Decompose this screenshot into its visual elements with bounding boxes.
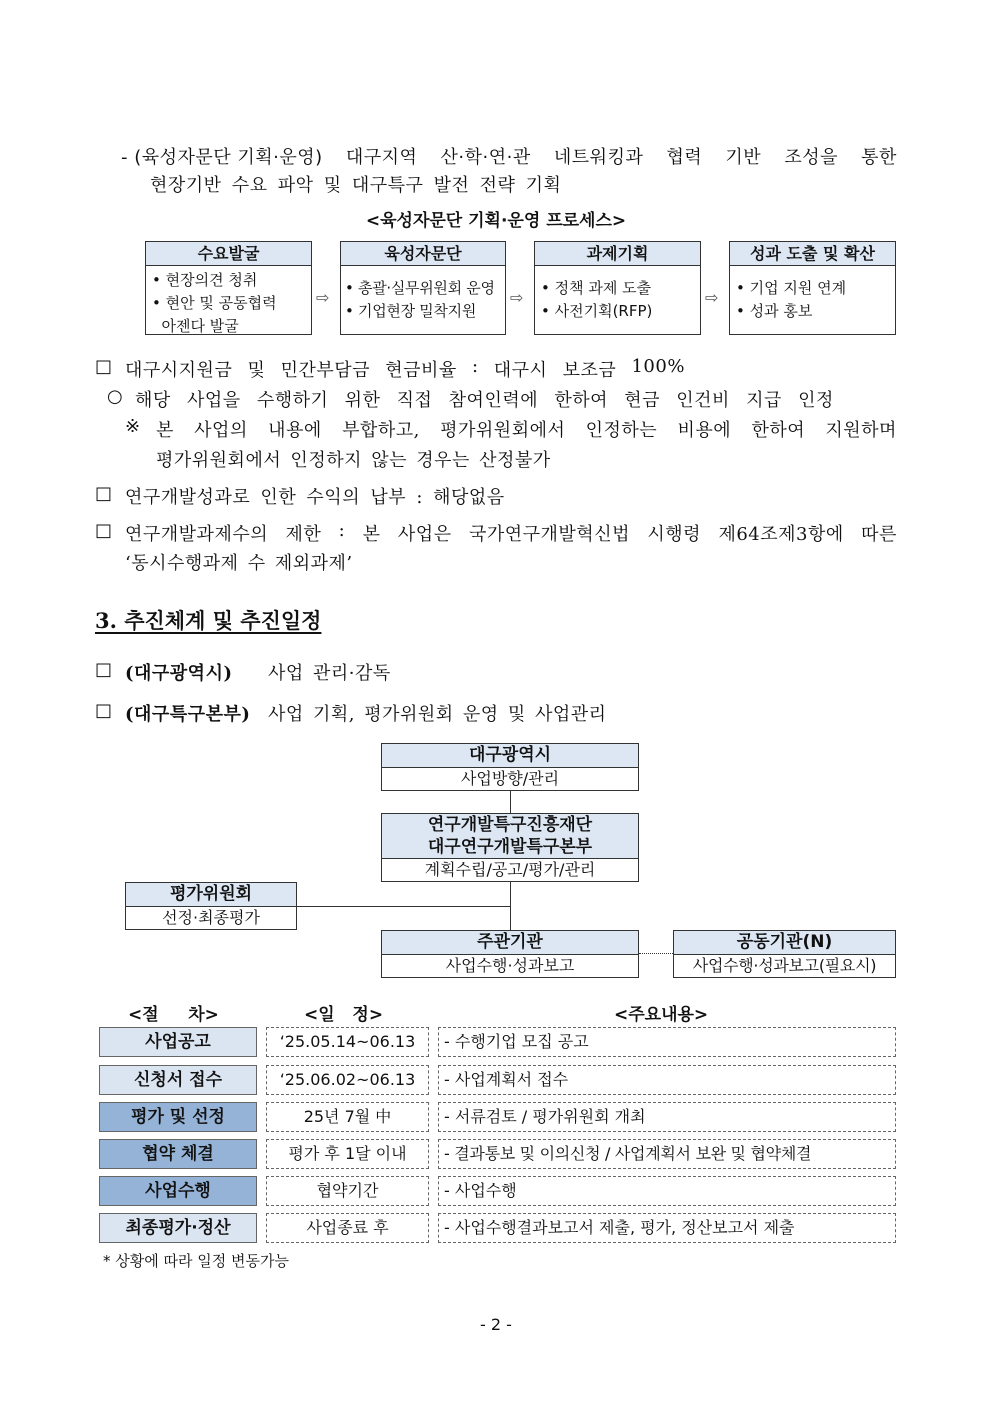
note-mark: ※ (125, 416, 141, 437)
process-step-label: 수요발굴 (146, 242, 311, 266)
org-box-committee (125, 882, 297, 930)
text-word: 100% (631, 356, 685, 377)
arrow-right-icon: ⇨ (510, 288, 524, 307)
text-word: 직접 (396, 390, 433, 411)
funding-note-line2: 평가위원회에서 인정하지 않는 경우는 산정불가 (156, 450, 551, 471)
text-word: 협력 (666, 147, 703, 168)
text-word: 지원하며 (825, 420, 897, 441)
process-item: 아젠다 발굴 (152, 317, 239, 335)
text-word: 인건비 (676, 390, 730, 411)
text-word: 대구지역 (345, 147, 418, 168)
org-duty: 사업 기획, 평가위원회 운영 및 사업관리 (268, 704, 607, 725)
schedule-date: 협약기간 (266, 1176, 429, 1206)
process-step-items (341, 266, 505, 323)
schedule-step: 사업공고 (99, 1027, 257, 1057)
text-word: 지급 (746, 390, 782, 411)
text-word: 본 (156, 420, 174, 441)
schedule-header-content: <주요내용> (614, 1005, 709, 1025)
text-word: 참여인력에 (448, 390, 539, 411)
text-word: 사업을 (187, 390, 241, 411)
org-label: (대구광역시) (125, 663, 233, 684)
process-item: • 성과 홍보 (736, 302, 813, 320)
schedule-row (99, 1139, 896, 1169)
org-box-joint (673, 930, 896, 978)
section-heading: 3. 추진체계 및 추진일정 (95, 608, 322, 633)
org-name-line: 대구연구개발특구본부 (427, 837, 593, 857)
funding-note-line1 (156, 416, 897, 442)
process-title: <육성자문단 기획·운영 프로세스> (365, 211, 627, 231)
text-word: 제한 (285, 524, 322, 545)
schedule-date: 25년 7월 中 (266, 1102, 429, 1132)
schedule-row (99, 1102, 896, 1132)
text-word: 국가연구개발혁신법 (468, 524, 630, 545)
schedule-content: - 서류검토 / 평가위원회 개최 (438, 1102, 896, 1132)
text-word: 민간부담금 (280, 360, 371, 381)
connector-line (510, 791, 511, 813)
intro-line2: 현장기반 수요 파악 및 대구특구 발전 전략 기획 (150, 175, 562, 196)
schedule-date: 사업종료 후 (266, 1213, 429, 1243)
org-label: (대구특구본부) (125, 704, 251, 725)
text-word: 보조금 (562, 360, 617, 381)
schedule-content: - 사업계획서 접수 (438, 1065, 896, 1095)
process-item: • 현안 및 공동협력 (152, 294, 277, 312)
text-word: 해당 (135, 390, 171, 411)
limit-line2: ‘동시수행과제 수 제외과제’ (125, 553, 353, 574)
checkbox-bullet: □ (95, 520, 113, 541)
text-word: 부합하고, (342, 420, 420, 441)
text-word: 사업은 (397, 524, 452, 545)
schedule-row (99, 1176, 896, 1206)
text-word: : (471, 356, 479, 377)
org-duty: 사업 관리·감독 (268, 663, 391, 684)
process-step-label: 과제기획 (535, 242, 700, 266)
funding-sub-line (135, 386, 834, 412)
text-word: 현금 (624, 390, 661, 411)
process-step-label: 육성자문단 (341, 242, 505, 266)
text-word: 통한 (861, 147, 897, 168)
process-item: • 기업현장 밀착지원 (345, 302, 477, 320)
org-box-city (381, 743, 639, 791)
schedule-content: - 사업수행 (438, 1176, 896, 1206)
schedule-step: 신청서 접수 (99, 1065, 257, 1095)
funding-line (125, 356, 685, 382)
org-box-name: 공동기관(N) (674, 931, 895, 955)
schedule-content: - 수행기업 모집 공고 (438, 1027, 896, 1057)
schedule-header-date: <일 정> (304, 1005, 384, 1025)
schedule-row (99, 1027, 896, 1057)
org-box-name: 평가위원회 (126, 883, 296, 907)
process-item: • 정책 과제 도출 (541, 279, 652, 297)
schedule-header-step: <절 차> (128, 1005, 219, 1025)
text-word: 인정 (798, 390, 834, 411)
process-item: • 사전기획(RFP) (541, 302, 653, 320)
process-step-results (729, 241, 896, 335)
text-word: 시행령 (647, 524, 702, 545)
limit-line1 (125, 520, 897, 546)
process-item: • 총괄·실무위원회 운영 (345, 279, 495, 297)
checkbox-bullet: □ (95, 700, 113, 721)
text-word: 대구시지원금 (125, 360, 233, 381)
schedule-step: 사업수행 (99, 1176, 257, 1206)
text-word: 따른 (861, 524, 897, 545)
org-box-role: 선정·최종평가 (162, 908, 260, 927)
text-word: 한하여 (554, 390, 609, 411)
process-step-demand (145, 241, 312, 335)
org-name-line: 연구개발특구진흥재단 (427, 815, 593, 835)
schedule-date: ‘25.05.14~06.13 (266, 1027, 429, 1057)
org-box-name: 대구광역시 (382, 744, 638, 768)
text-word: 위한 (344, 390, 381, 411)
text-word: - (육성자문단 기획·운영) (121, 147, 323, 168)
circle-bullet: ○ (107, 386, 124, 407)
text-word: 한하여 (751, 420, 806, 441)
page-number: - 2 - (480, 1315, 512, 1334)
schedule-row (99, 1065, 896, 1095)
org-box-role: 사업방향/관리 (460, 769, 560, 788)
org-box-role: 계획수립/공고/평가/관리 (424, 860, 596, 879)
checkbox-bullet: □ (95, 659, 113, 680)
org-box-name (382, 814, 638, 859)
revenue-text: 연구개발성과로 인한 수익의 납부 : 해당없음 (125, 487, 505, 508)
text-word: 내용에 (268, 420, 322, 441)
connector-line (297, 906, 511, 907)
schedule-date: 평가 후 1달 이내 (266, 1139, 429, 1169)
text-word: 네트워킹과 (553, 147, 644, 168)
org-box-foundation (381, 813, 639, 882)
dotted-connector (639, 953, 673, 954)
text-word: 인정하는 (585, 420, 658, 441)
process-step-advisory (340, 241, 506, 335)
text-word: 산·학·연·관 (440, 147, 531, 168)
arrow-right-icon: ⇨ (705, 288, 719, 307)
intro-line1 (121, 143, 897, 169)
process-step-label: 성과 도출 및 확산 (730, 242, 895, 266)
schedule-content: - 사업수행결과보고서 제출, 평가, 정산보고서 제출 (438, 1213, 896, 1243)
schedule-step: 평가 및 선정 (99, 1102, 257, 1132)
process-step-planning (534, 241, 701, 335)
process-item: • 현장의견 청취 (152, 271, 258, 289)
schedule-step: 협약 체결 (99, 1139, 257, 1169)
text-word: 평가위원회에서 (440, 420, 566, 441)
text-word: 조성을 (784, 147, 839, 168)
schedule-step: 최종평가·정산 (99, 1213, 257, 1243)
text-word: 연구개발과제수의 (125, 524, 269, 545)
checkbox-bullet: □ (95, 483, 113, 504)
schedule-footnote: * 상황에 따라 일정 변동가능 (103, 1252, 289, 1270)
text-word: 기반 (725, 147, 762, 168)
text-word: 사업의 (194, 420, 248, 441)
text-word: 대구시 (493, 360, 548, 381)
arrow-right-icon: ⇨ (316, 288, 330, 307)
schedule-content: - 결과통보 및 이의신청 / 사업계획서 보완 및 협약체결 (438, 1139, 896, 1169)
checkbox-bullet: □ (95, 356, 113, 377)
text-word: 본 (362, 524, 381, 545)
schedule-date: ‘25.06.02~06.13 (266, 1065, 429, 1095)
text-word: 비용에 (677, 420, 732, 441)
org-box-role: 사업수행·성과보고 (445, 956, 575, 975)
org-box-lead (381, 930, 639, 978)
process-item: • 기업 지원 연계 (736, 279, 847, 297)
text-word: 현금비율 (385, 360, 457, 381)
process-step-items (730, 266, 895, 323)
process-step-items (535, 266, 700, 323)
process-step-items (146, 266, 311, 338)
text-word: 및 (247, 360, 266, 381)
text-word: 수행하기 (256, 390, 329, 411)
text-word: 제64조제3항에 (718, 524, 844, 545)
org-box-role: 사업수행·성과보고(필요시) (692, 956, 877, 975)
text-word: : (338, 520, 346, 541)
org-box-name: 주관기관 (382, 931, 638, 955)
schedule-row (99, 1213, 896, 1243)
